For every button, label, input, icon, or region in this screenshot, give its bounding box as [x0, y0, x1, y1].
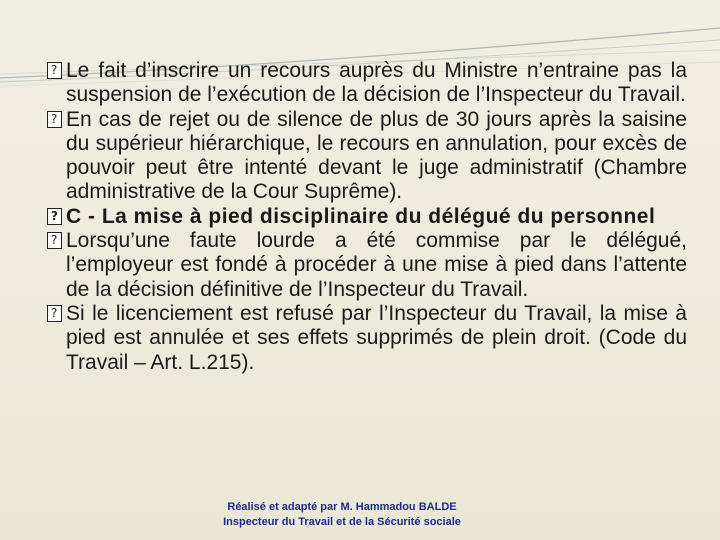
- bullet-text: Lorsqu’une faute lourde a été commise par le délégué, l’employeur est fondé à procéder à une mise à pied dans l’attente de la décision définitive de l’Inspecteur du Travail.: [66, 229, 687, 301]
- missing-glyph-box-icon: [47, 305, 62, 322]
- bullet-text: Si le licenciement est refusé par l’Inspecteur du Travail, la mise à pied est annulée et ses effets supprimés de plein droit. (Code du Travail – Art. L.215).: [66, 301, 687, 374]
- footer-author: Réalisé et adapté par M. Hammadou BALDE: [227, 501, 457, 513]
- footer-author-title: Inspecteur du Travail et de la Sécurité sociale: [223, 516, 461, 528]
- missing-glyph-box-icon: [47, 232, 62, 249]
- bullet-text: C - La mise à pied disciplinaire du délégué du personnel: [66, 204, 656, 228]
- missing-glyph-box-icon: [47, 208, 62, 225]
- missing-glyph-box-icon: [47, 111, 62, 128]
- missing-glyph-box-icon: [47, 62, 62, 79]
- bullet-recours-ministre: [47, 59, 687, 108]
- footer-credit: [0, 500, 684, 530]
- bullet-faute-lourde: [47, 229, 687, 302]
- bullet-rejet-silence: [47, 108, 687, 205]
- bullet-text: En cas de rejet ou de silence de plus de 30 jours après la saisine du supérieur hiérarchique, le recours en annulation, pour excès de pouvoir peut être intenté devant le juge administratif (Chambre administrative de la Cour Suprême).: [66, 107, 687, 204]
- bullet-text: Le fait d’inscrire un recours auprès du Ministre n’entraine pas la suspension de l’exécution de la décision de l’Inspecteur du Travail.: [66, 59, 687, 107]
- bullet-licenciement-refuse: [47, 302, 687, 375]
- section-heading-mise-a-pied: [47, 205, 687, 229]
- bullet-list: [47, 59, 687, 375]
